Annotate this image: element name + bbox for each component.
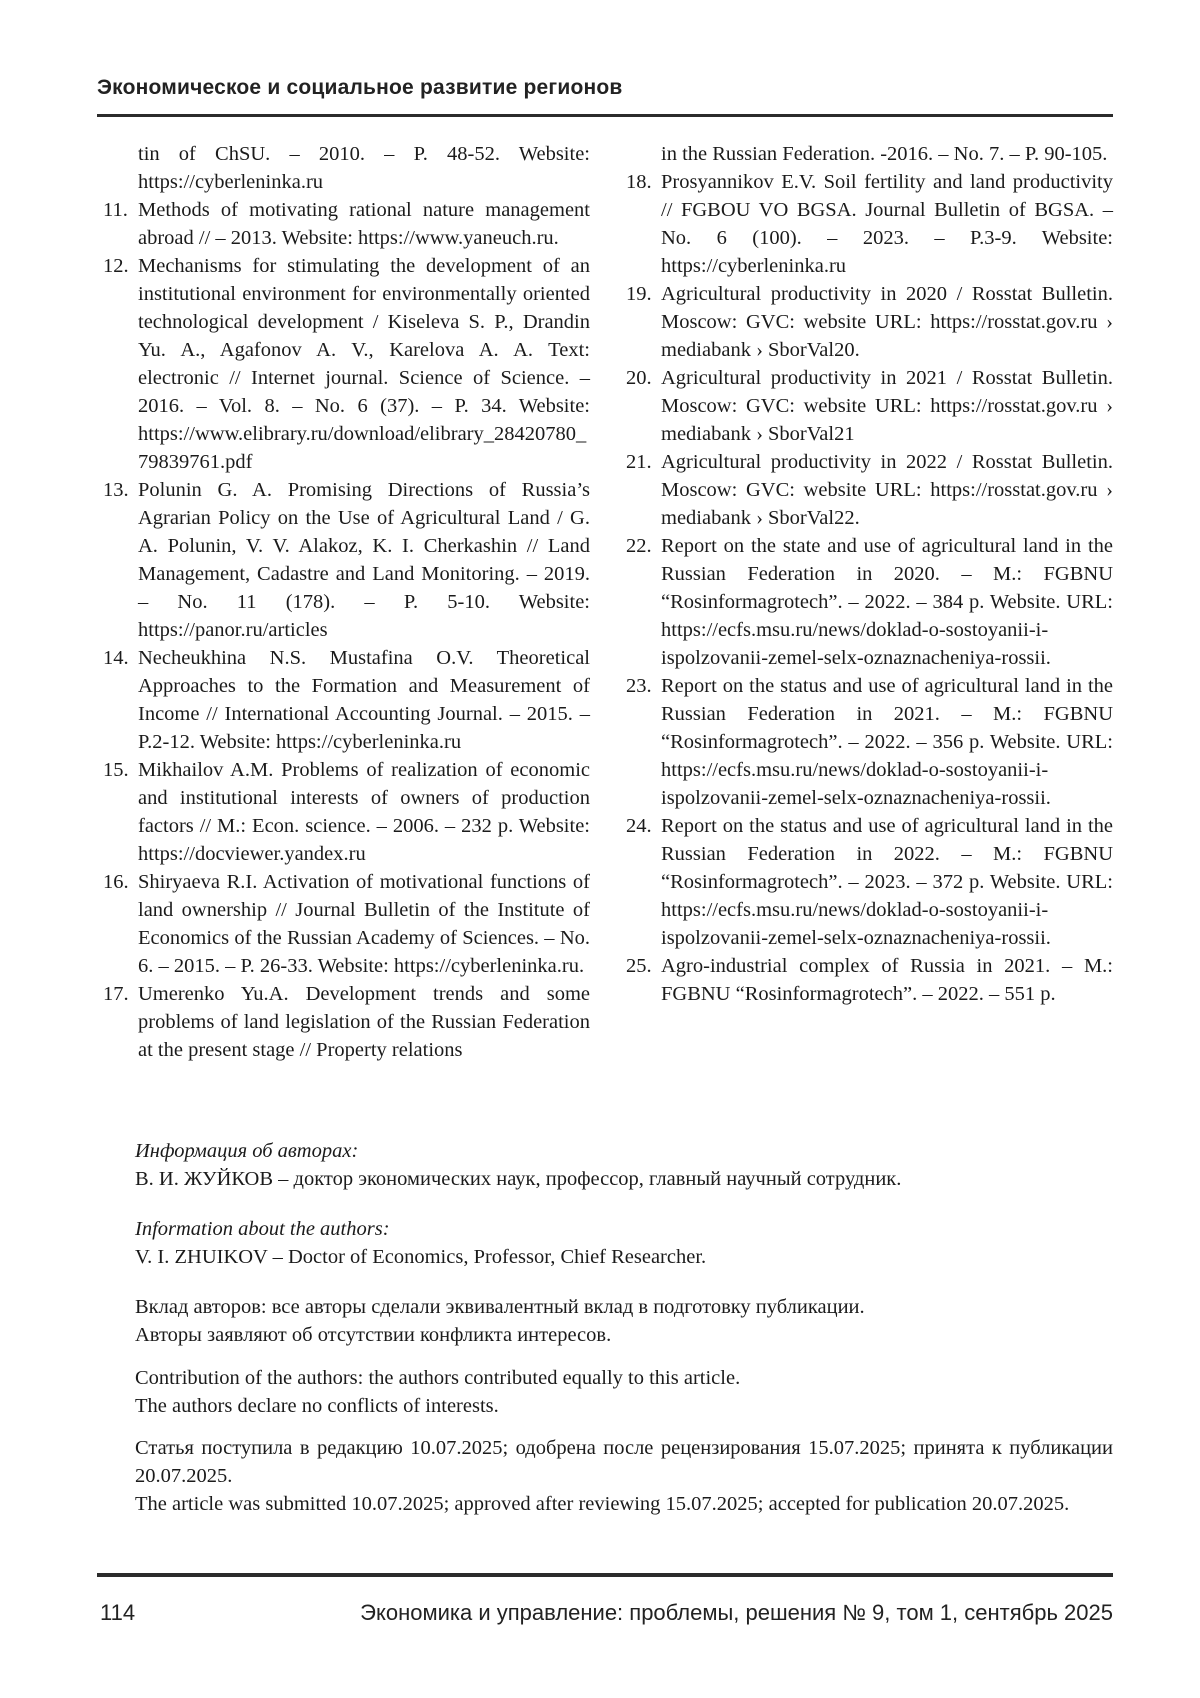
reference-number: 23. [626,675,652,697]
reference-item-18 [620,168,1113,280]
reference-number: 16. [103,871,129,893]
reference-item-25 [620,952,1113,1008]
reference-item-23 [620,672,1113,812]
article-dates-block [135,1434,1113,1518]
references-section [97,140,1113,1064]
references-left-column [97,140,590,1064]
reference-text: in the Russian Federation. -2016. – No. 7. – P. 90-105. [661,143,1108,165]
conflict-en-text: The authors declare no conflicts of interests. [135,1395,499,1417]
reference-text: Prosyannikov E.V. Soil fertility and land productivity // FGBOU VO BGSA. Journal Bulletin of BGSA. – No. 6 (100). – 2023. – P.3-9. Website: https://cyberleninka.ru [661,171,1113,277]
reference-item-21 [620,448,1113,532]
reference-number: 22. [626,535,652,557]
reference-text: Report on the status and use of agricultural land in the Russian Federation in 2022. – M.: FGBNU “Rosinformagrotech”. – 2023. – 372 p. Website. URL: https://ecfs.msu.ru/news/doklad-o-sostoyanii-i-ispolzovanii-zemel-selx-oznaznacheniya-rossii. [661,815,1113,949]
reference-text: Mikhailov A.M. Problems of realization of economic and institutional interests of owners of production factors // M.: Econ. science. – 2006. – 232 p. Website: https://docviewer.yandex.ru [138,759,590,865]
reference-number: 14. [103,647,129,669]
reference-text: Report on the status and use of agricultural land in the Russian Federation in 2021. – M.: FGBNU “Rosinformagrotech”. – 2022. – 356 p. Website. URL: https://ecfs.msu.ru/news/doklad-o-sostoyanii-i-ispolzovanii-zemel-selx-oznaznacheniya-rossii. [661,675,1113,809]
reference-item-11 [97,196,590,252]
references-right-column [620,140,1113,1064]
page-footer [97,1600,1113,1626]
reference-text: Polunin G. A. Promising Directions of Russia’s Agrarian Policy on the Use of Agricultural Land / G. A. Polunin, V. V. Alakoz, K. I. Cherkashin // Land Management, Cadastre and Land Monitoring. – 2019. – No. 11 (178). – P. 5-10. Website: https://panor.ru/articles [138,479,590,641]
reference-text: Agricultural productivity in 2022 / Rosstat Bulletin. Moscow: GVC: website URL: https://rosstat.gov.ru › mediabank › SborVal22. [661,451,1113,529]
reference-text: Agricultural productivity in 2021 / Rosstat Bulletin. Moscow: GVC: website URL: https://rosstat.gov.ru › mediabank › SborVal21 [661,367,1113,445]
reference-continuation [97,140,590,196]
reference-text: Shiryaeva R.I. Activation of motivational functions of land ownership // Journal Bulletin of the Institute of Economics of the Russian Academy of Sciences. – No. 6. – 2015. – P. 26-33. Website: https://cyberleninka.ru. [138,871,590,977]
reference-text: Agro-industrial complex of Russia in 2021. – M.: FGBNU “Rosinformagrotech”. – 2022. – 551 p. [661,955,1113,1005]
reference-item-17 [97,980,590,1064]
reference-text: Report on the state and use of agricultural land in the Russian Federation in 2020. – M.: FGBNU “Rosinformagrotech”. – 2022. – 384 p. Website. URL: https://ecfs.msu.ru/news/doklad-o-sostoyanii-i-ispolzovanii-zemel-selx-oznaznacheniya-rossii. [661,535,1113,669]
reference-text: tin of ChSU. – 2010. – P. 48-52. Website: https://cyberleninka.ru [138,143,590,193]
reference-number: 17. [103,983,129,1005]
footer-rule [97,1573,1113,1577]
reference-number: 18. [626,171,652,193]
authors-info-en-block [135,1215,1113,1271]
reference-number: 13. [103,479,129,501]
reference-number: 12. [103,255,129,277]
reference-number: 11. [103,199,128,221]
journal-footer-line: Экономика и управление: проблемы, решения № 9, том 1, сентябрь 2025 [360,1600,1113,1625]
reference-text: Methods of motivating rational nature management abroad // – 2013. Website: https://www.yaneuch.ru. [138,199,590,249]
reference-number: 21. [626,451,652,473]
contribution-ru-block [135,1293,1113,1349]
contribution-en-block [135,1364,1113,1420]
submission-dates-ru: Статья поступила в редакцию 10.07.2025; одобрена после рецензирования 15.07.2025; принята к публикации 20.07.2025. [135,1437,1113,1487]
reference-text: Necheukhina N.S. Mustafina O.V. Theoretical Approaches to the Formation and Measurement of Income // International Accounting Journal. – 2015. – P.2-12. Website: https://cyberleninka.ru [138,647,590,753]
submission-dates-en: The article was submitted 10.07.2025; approved after reviewing 15.07.2025; accepted for publication 20.07.2025. [135,1493,1070,1515]
reference-number: 15. [103,759,129,781]
authors-info-en-text: V. I. ZHUIKOV – Doctor of Economics, Professor, Chief Researcher. [135,1246,707,1268]
contribution-en-text: Contribution of the authors: the authors contributed equally to this article. [135,1367,741,1389]
reference-text: Agricultural productivity in 2020 / Rosstat Bulletin. Moscow: GVC: website URL: https://rosstat.gov.ru › mediabank › SborVal20. [661,283,1113,361]
reference-continuation [620,140,1113,168]
reference-number: 25. [626,955,652,977]
reference-number: 24. [626,815,652,837]
reference-item-13 [97,476,590,644]
reference-number: 20. [626,367,652,389]
reference-text: Umerenko Yu.A. Development trends and some problems of land legislation of the Russian Federation at the present stage // Property relations [138,983,590,1061]
reference-item-24 [620,812,1113,952]
reference-item-19 [620,280,1113,364]
reference-item-12 [97,252,590,476]
header-rule [97,114,1113,117]
reference-number: 19. [626,283,652,305]
conflict-ru-text: Авторы заявляют об отсутствии конфликта интересов. [135,1324,612,1346]
authors-info-ru-text: В. И. ЖУЙКОВ – доктор экономических наук, профессор, главный научный сотрудник. [135,1168,902,1190]
authors-info-en-label: Information about the authors: [135,1218,390,1240]
reference-item-22 [620,532,1113,672]
page-number: 114 [100,1600,136,1625]
authors-info-ru-label: Информация об авторах: [135,1140,359,1162]
reference-item-14 [97,644,590,756]
reference-text: Mechanisms for stimulating the development of an institutional environment for environmentally oriented technological development / Kiseleva S. P., Drandin Yu. A., Agafonov A. V., Karelova A. A. Text: electronic // Internet journal. Science of Science. – 2016. – Vol. 8. – No. 6 (37). – P. 34. Website: https://www.elibrary.ru/download/elibrary_28420780_79839761.pdf [138,255,590,473]
reference-item-15 [97,756,590,868]
reference-item-16 [97,868,590,980]
reference-item-20 [620,364,1113,448]
contribution-ru-text: Вклад авторов: все авторы сделали эквивалентный вклад в подготовку публикации. [135,1296,865,1318]
authors-info-ru-block [135,1137,1113,1193]
running-head: Экономическое и социальное развитие регионов [97,76,623,99]
